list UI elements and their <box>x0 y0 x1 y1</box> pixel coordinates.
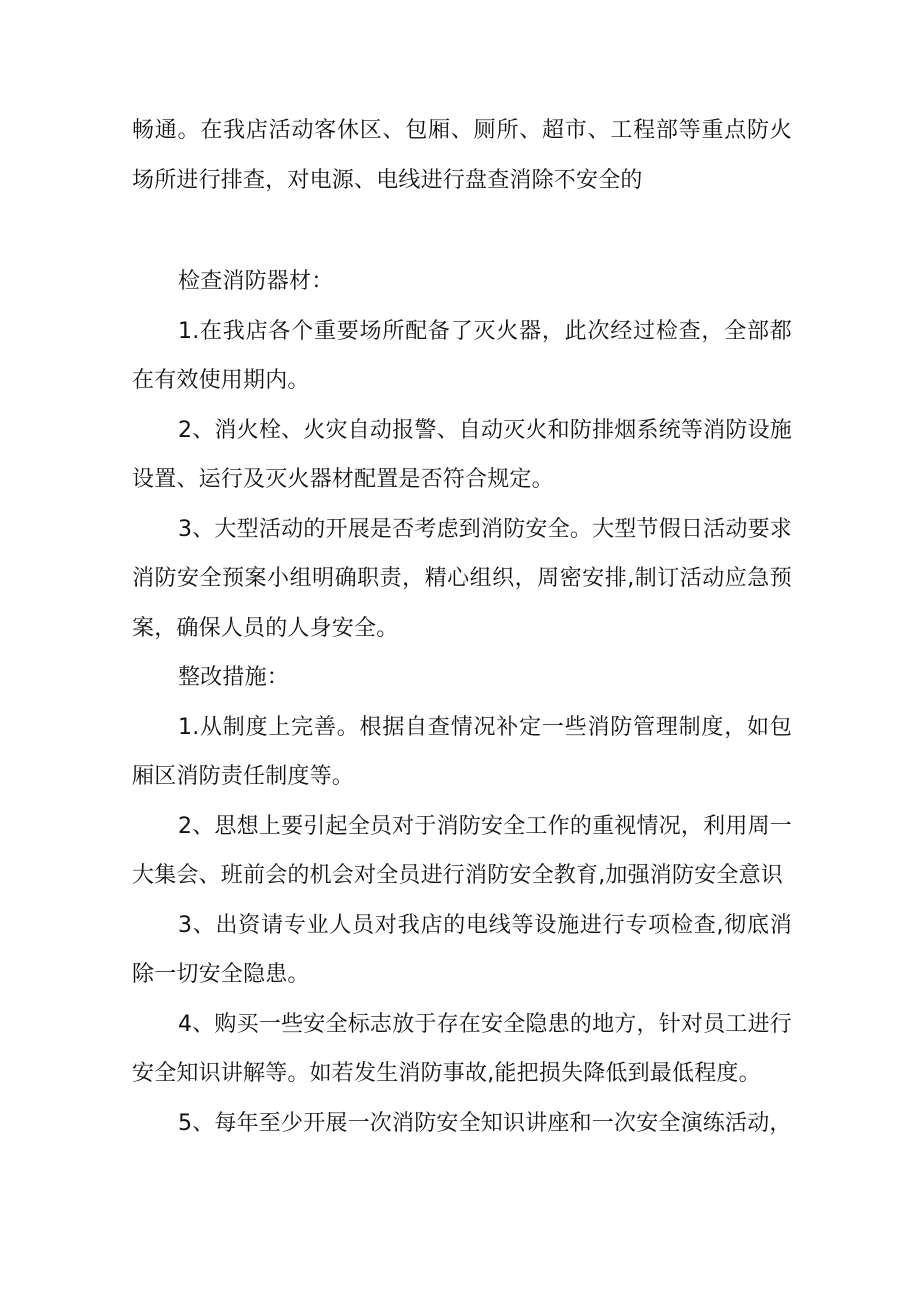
list-item: 4、购买一些安全标志放于存在安全隐患的地方，针对员工进行安全知识讲解等。如若发生消防事故,能把损失降低到最低程度。 <box>132 1011 792 1086</box>
list-item: 5、每年至少开展一次消防安全知识讲座和一次安全演练活动， <box>178 1110 792 1136</box>
list-item: 2、思想上要引起全员对于消防安全工作的重视情况，利用周一大集会、班前会的机会对全员进行消防安全教育,加强消防安全意识 <box>132 813 792 888</box>
list-item: 1.在我店各个重要场所配备了灭火器，此次经过检查，全部都在有效使用期内。 <box>132 318 792 393</box>
section-heading-inspect-equipment: 检查消防器材： <box>178 269 334 294</box>
list-item: 3、大型活动的开展是否考虑到消防安全。大型节假日活动要求消防安全预案小组明确职责，精心组织，周密安排,制订活动应急预案，确保人员的人身安全。 <box>132 516 792 641</box>
list-item: 1.从制度上完善。根据自查情况补定一些消防管理制度，如包厢区消防责任制度等。 <box>132 714 792 789</box>
list-item: 2、消火栓、火灾自动报警、自动灭火和防排烟系统等消防设施设置、运行及灭火器材配置是否符合规定。 <box>132 417 792 492</box>
section-heading-rectification: 整改措施： <box>178 665 290 690</box>
list-item: 3、出资请专业人员对我店的电线等设施进行专项检查,彻底消除一切安全隐患。 <box>132 912 792 987</box>
paragraph-continuation: 畅通。在我店活动客休区、包厢、厕所、超市、工程部等重点防火场所进行排查，对电源、电线进行盘查消除不安全的 <box>132 118 792 193</box>
document-body <box>132 106 792 1148</box>
